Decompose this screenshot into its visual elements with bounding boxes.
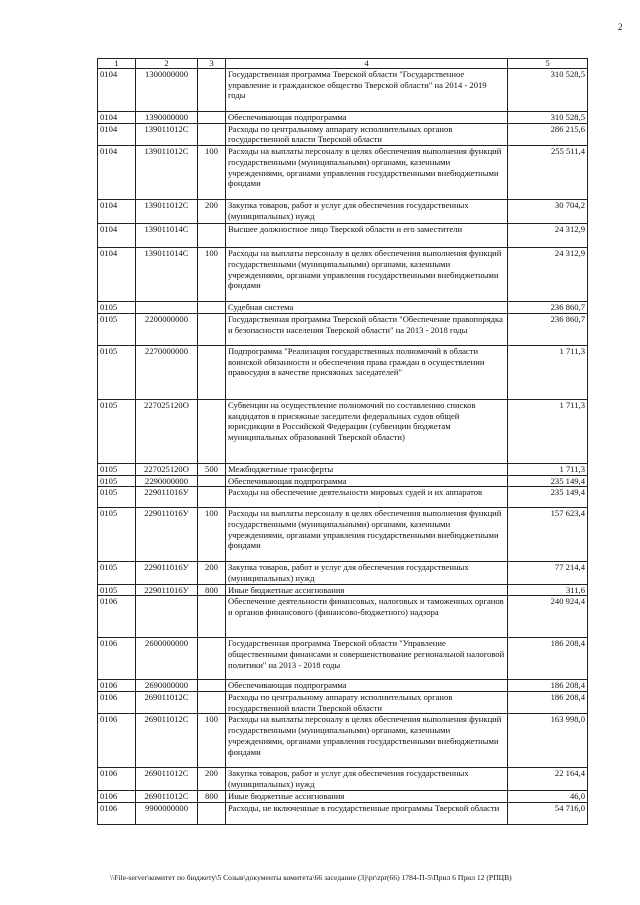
code-cell: [136, 596, 198, 638]
amount-cell: 77 214,4: [508, 562, 588, 584]
section-cell: 0106: [98, 692, 136, 714]
table-row: [98, 790, 588, 802]
amount-cell: 255 511,4: [508, 146, 588, 200]
code-cell: 139011014С: [136, 224, 198, 248]
table-row: [98, 463, 588, 475]
section-cell: 0105: [98, 487, 136, 508]
name-cell: Расходы по центральному аппарату исполнительных органов государственной власти Тверской области: [226, 692, 508, 714]
table-row: [98, 224, 588, 248]
type-cell: [198, 224, 226, 248]
code-cell: 229011016У: [136, 562, 198, 584]
name-cell: Обеспечивающая подпрограмма: [226, 475, 508, 487]
section-cell: 0104: [98, 200, 136, 224]
amount-cell: 157 623,4: [508, 508, 588, 562]
table-row: [98, 768, 588, 790]
amount-cell: 186 208,4: [508, 680, 588, 692]
code-cell: 2200000000: [136, 313, 198, 345]
amount-cell: 310 528,5: [508, 69, 588, 112]
column-header: 3: [198, 59, 226, 69]
amount-cell: 311,6: [508, 584, 588, 596]
name-cell: Расходы, не включенные в государственные программы Тверской области: [226, 802, 508, 824]
name-cell: Иные бюджетные ассигнования: [226, 584, 508, 596]
table-row: [98, 200, 588, 224]
type-cell: [198, 638, 226, 680]
column-header: 2: [136, 59, 198, 69]
amount-cell: 240 924,4: [508, 596, 588, 638]
amount-cell: 235 149,4: [508, 475, 588, 487]
table-row: [98, 313, 588, 345]
section-cell: 0106: [98, 790, 136, 802]
table-row: [98, 596, 588, 638]
type-cell: 200: [198, 768, 226, 790]
type-cell: [198, 112, 226, 124]
type-cell: [198, 802, 226, 824]
type-cell: [198, 313, 226, 345]
type-cell: 100: [198, 714, 226, 768]
table-row: [98, 714, 588, 768]
name-cell: Расходы на выплаты персоналу в целях обеспечения выполнения функций государственными (муниципальными) органами, казенными учреждениями, органами управления государственными внебюджетными фондами: [226, 508, 508, 562]
section-cell: 0106: [98, 680, 136, 692]
code-cell: 139011012С: [136, 146, 198, 200]
table-row: [98, 112, 588, 124]
name-cell: Расходы на выплаты персоналу в целях обеспечения выполнения функций государственными (муниципальными) органами, казенными учреждениями, органами управления государственными внебюджетными фондами: [226, 714, 508, 768]
name-cell: Расходы по центральному аппарату исполнительных органов государственной власти Тверской области: [226, 123, 508, 145]
section-cell: 0106: [98, 638, 136, 680]
section-cell: 0106: [98, 802, 136, 824]
type-cell: 500: [198, 463, 226, 475]
name-cell: Закупка товаров, работ и услуг для обеспечения государственных (муниципальных) нужд: [226, 562, 508, 584]
code-cell: 229011016У: [136, 508, 198, 562]
name-cell: Расходы на выплаты персоналу в целях обеспечения выполнения функций государственными (муниципальными) органами, казенными учреждениями, органами управления государственными внебюджетными фондами: [226, 146, 508, 200]
section-cell: 0105: [98, 562, 136, 584]
table-row: [98, 584, 588, 596]
name-cell: Государственная программа Тверской области "Государственное управление и гражданское общество Тверской области" на 2014 - 2019 годы: [226, 69, 508, 112]
section-cell: 0104: [98, 146, 136, 200]
table-row: [98, 399, 588, 463]
table-row: [98, 562, 588, 584]
code-cell: 227025120О: [136, 463, 198, 475]
section-cell: 0105: [98, 345, 136, 399]
column-header: 1: [98, 59, 136, 69]
column-header: 4: [226, 59, 508, 69]
table-row: [98, 508, 588, 562]
name-cell: Расходы на обеспечение деятельности мировых судей и их аппаратов: [226, 487, 508, 508]
type-cell: [198, 345, 226, 399]
type-cell: 200: [198, 200, 226, 224]
name-cell: Обеспечение деятельности финансовых, налоговых и таможенных органов и органов финансового (финансово-бюджетного) надзора: [226, 596, 508, 638]
name-cell: Иные бюджетные ассигнования: [226, 790, 508, 802]
type-cell: 100: [198, 508, 226, 562]
section-cell: 0105: [98, 302, 136, 314]
type-cell: [198, 475, 226, 487]
name-cell: Обеспечивающая подпрограмма: [226, 112, 508, 124]
type-cell: [198, 302, 226, 314]
amount-cell: 1 711,3: [508, 345, 588, 399]
type-cell: 100: [198, 146, 226, 200]
code-cell: 269011012С: [136, 714, 198, 768]
type-cell: [198, 680, 226, 692]
amount-cell: 186 208,4: [508, 638, 588, 680]
code-cell: 139011014С: [136, 248, 198, 302]
section-cell: 0106: [98, 714, 136, 768]
type-cell: 100: [198, 248, 226, 302]
budget-table: [97, 58, 588, 825]
table-row: [98, 487, 588, 508]
name-cell: Судебная система: [226, 302, 508, 314]
type-cell: 200: [198, 562, 226, 584]
amount-cell: 236 860,7: [508, 302, 588, 314]
code-cell: 269011012С: [136, 692, 198, 714]
table-row: [98, 475, 588, 487]
amount-cell: 46,0: [508, 790, 588, 802]
code-cell: [136, 302, 198, 314]
table-row: [98, 69, 588, 112]
type-cell: [198, 69, 226, 112]
table-row: [98, 680, 588, 692]
section-cell: 0105: [98, 475, 136, 487]
table-row: [98, 123, 588, 145]
section-cell: 0105: [98, 508, 136, 562]
type-cell: [198, 399, 226, 463]
name-cell: Межбюджетные трансферты: [226, 463, 508, 475]
amount-cell: 30 704,2: [508, 200, 588, 224]
code-cell: 2690000000: [136, 680, 198, 692]
section-cell: 0106: [98, 768, 136, 790]
name-cell: Государственная программа Тверской области "Управление общественными финансами и совершенствование региональной налоговой политики" на 2013 - 2018 годы: [226, 638, 508, 680]
amount-cell: 286 215,6: [508, 123, 588, 145]
amount-cell: 1 711,3: [508, 399, 588, 463]
table-row: [98, 345, 588, 399]
amount-cell: 186 208,4: [508, 692, 588, 714]
name-cell: Подпрограмма "Реализация государственных полномочий в области воинской обязанности и обеспечения права граждан в осуществлении правосудия в качестве присяжных заседателей": [226, 345, 508, 399]
code-cell: 2290000000: [136, 475, 198, 487]
section-cell: 0104: [98, 112, 136, 124]
type-cell: [198, 596, 226, 638]
table-row: [98, 146, 588, 200]
section-cell: 0104: [98, 123, 136, 145]
name-cell: Закупка товаров, работ и услуг для обеспечения государственных (муниципальных) нужд: [226, 200, 508, 224]
table-row: [98, 638, 588, 680]
name-cell: Государственная программа Тверской области "Обеспечение правопорядка и безопасности населения Тверской области" на 2013 - 2018 годы: [226, 313, 508, 345]
type-cell: [198, 487, 226, 508]
amount-cell: 310 528,5: [508, 112, 588, 124]
code-cell: 1390000000: [136, 112, 198, 124]
table-row: [98, 692, 588, 714]
code-cell: 139011012С: [136, 123, 198, 145]
section-cell: 0106: [98, 596, 136, 638]
type-cell: [198, 123, 226, 145]
code-cell: 139011012С: [136, 200, 198, 224]
amount-cell: 54 716,0: [508, 802, 588, 824]
code-cell: 269011012С: [136, 790, 198, 802]
table-row: [98, 248, 588, 302]
name-cell: Обеспечивающая подпрограмма: [226, 680, 508, 692]
code-cell: 2600000000: [136, 638, 198, 680]
amount-cell: 22 164,4: [508, 768, 588, 790]
section-cell: 0105: [98, 399, 136, 463]
amount-cell: 235 149,4: [508, 487, 588, 508]
section-cell: 0104: [98, 69, 136, 112]
section-cell: 0105: [98, 584, 136, 596]
amount-cell: 163 998,0: [508, 714, 588, 768]
name-cell: Закупка товаров, работ и услуг для обеспечения государственных (муниципальных) нужд: [226, 768, 508, 790]
type-cell: 800: [198, 584, 226, 596]
table-row: [98, 802, 588, 824]
section-cell: 0105: [98, 313, 136, 345]
file-path-footer: \\File-server\комитет по бюджету\5 Созыв\документы комитета\66 заседание (3)\pr\zpr(66) 1784-П-5\Прил 6 Прил 12 (РПЦВ): [110, 873, 512, 882]
code-cell: 227025120О: [136, 399, 198, 463]
code-cell: 229011016У: [136, 584, 198, 596]
section-cell: 0105: [98, 463, 136, 475]
type-cell: 800: [198, 790, 226, 802]
code-cell: 2270000000: [136, 345, 198, 399]
page-number: 2: [618, 22, 623, 32]
amount-cell: 24 312,9: [508, 248, 588, 302]
code-cell: 9900000000: [136, 802, 198, 824]
section-cell: 0104: [98, 248, 136, 302]
amount-cell: 236 860,7: [508, 313, 588, 345]
table-row: [98, 302, 588, 314]
name-cell: Субвенции на осуществление полномочий по составлению списков кандидатов в присяжные заседатели федеральных судов общей юрисдикции в Российской Федерации (субвенции бюджетам муниципальных образований Тверской области): [226, 399, 508, 463]
code-cell: 229011016У: [136, 487, 198, 508]
type-cell: [198, 692, 226, 714]
amount-cell: 24 312,9: [508, 224, 588, 248]
code-cell: 1300000000: [136, 69, 198, 112]
column-header: 5: [508, 59, 588, 69]
name-cell: Высшее должностное лицо Тверской области и его заместители: [226, 224, 508, 248]
amount-cell: 1 711,3: [508, 463, 588, 475]
code-cell: 269011012С: [136, 768, 198, 790]
name-cell: Расходы на выплаты персоналу в целях обеспечения выполнения функций государственными (муниципальными) органами, казенными учреждениями, органами управления государственными внебюджетными фондами: [226, 248, 508, 302]
section-cell: 0104: [98, 224, 136, 248]
table-header-row: [98, 59, 588, 69]
